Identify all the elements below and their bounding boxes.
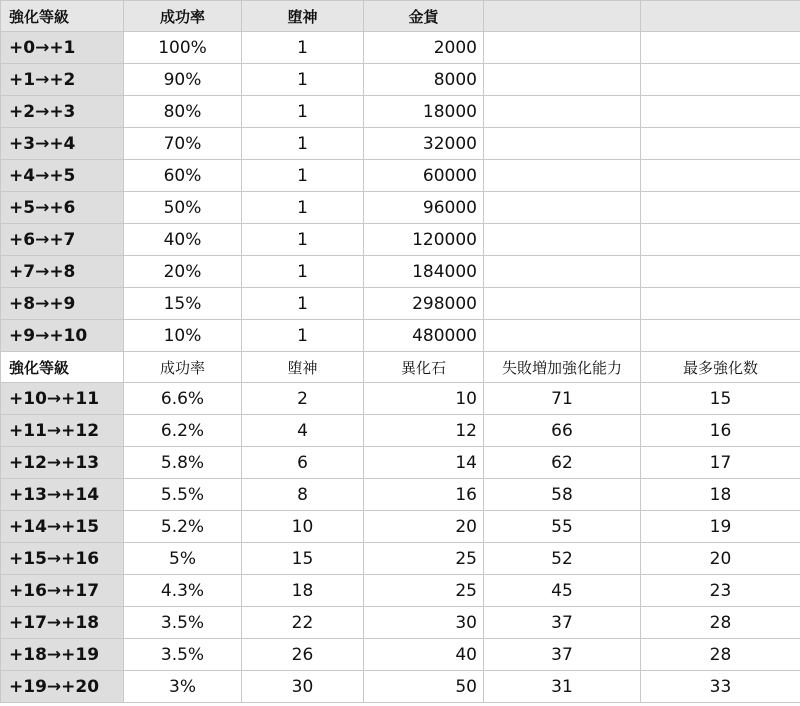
table-row: [1, 224, 800, 256]
fallen-god-cell: 1: [242, 64, 364, 96]
fallen-god-cell: 22: [242, 607, 364, 639]
alien-stone-cell: 16: [364, 479, 484, 511]
empty-cell: [484, 160, 641, 192]
enhance-level-cell: +5→+6: [1, 192, 124, 224]
max-enhance-cell: 33: [641, 671, 800, 703]
fallen-god-cell: 6: [242, 447, 364, 479]
header-gold: 金貨: [364, 1, 484, 32]
fail-bonus-cell: 52: [484, 543, 641, 575]
table-row: [1, 320, 800, 352]
enhance-level-cell: +19→+20: [1, 671, 124, 703]
fallen-god-cell: 1: [242, 288, 364, 320]
table-row: [1, 160, 800, 192]
fail-bonus-cell: 37: [484, 639, 641, 671]
enhance-level-cell: +17→+18: [1, 607, 124, 639]
success-rate-cell: 5.8%: [124, 447, 242, 479]
fallen-god-cell: 1: [242, 320, 364, 352]
fallen-god-cell: 1: [242, 160, 364, 192]
enhance-level-cell: +15→+16: [1, 543, 124, 575]
header-enhance-level: 強化等級: [1, 352, 124, 383]
alien-stone-cell: 10: [364, 383, 484, 415]
fail-bonus-cell: 71: [484, 383, 641, 415]
fail-bonus-cell: 62: [484, 447, 641, 479]
max-enhance-cell: 17: [641, 447, 800, 479]
gold-cell: 96000: [364, 192, 484, 224]
gold-cell: 18000: [364, 96, 484, 128]
gold-cell: 120000: [364, 224, 484, 256]
table-row: [1, 607, 800, 639]
header-alien-stone: 異化石: [364, 352, 484, 383]
header-success-rate: 成功率: [124, 352, 242, 383]
gold-cell: 480000: [364, 320, 484, 352]
fallen-god-cell: 1: [242, 32, 364, 64]
success-rate-cell: 3%: [124, 671, 242, 703]
fail-bonus-cell: 55: [484, 511, 641, 543]
empty-cell: [641, 256, 800, 288]
header-enhance-level: 強化等級: [1, 1, 124, 32]
empty-cell: [484, 256, 641, 288]
fallen-god-cell: 8: [242, 479, 364, 511]
table-row: [1, 639, 800, 671]
enhance-level-cell: +6→+7: [1, 224, 124, 256]
empty-cell: [641, 192, 800, 224]
empty-cell: [484, 192, 641, 224]
success-rate-cell: 40%: [124, 224, 242, 256]
fallen-god-cell: 4: [242, 415, 364, 447]
table-row: [1, 288, 800, 320]
success-rate-cell: 90%: [124, 64, 242, 96]
fallen-god-cell: 15: [242, 543, 364, 575]
success-rate-cell: 3.5%: [124, 607, 242, 639]
empty-cell: [641, 96, 800, 128]
fallen-god-cell: 10: [242, 511, 364, 543]
fallen-god-cell: 1: [242, 192, 364, 224]
fallen-god-cell: 18: [242, 575, 364, 607]
success-rate-cell: 6.2%: [124, 415, 242, 447]
empty-cell: [641, 32, 800, 64]
enhance-level-cell: +14→+15: [1, 511, 124, 543]
empty-cell: [484, 288, 641, 320]
enhance-level-cell: +1→+2: [1, 64, 124, 96]
table-row: [1, 383, 800, 415]
header-fallen-god: 堕神: [242, 352, 364, 383]
alien-stone-cell: 12: [364, 415, 484, 447]
header-success-rate: 成功率: [124, 1, 242, 32]
header-max-enhance: 最多強化数: [641, 352, 800, 383]
header-fail-bonus: 失敗増加強化能力: [484, 352, 641, 383]
empty-cell: [484, 320, 641, 352]
fallen-god-cell: 1: [242, 256, 364, 288]
table-row: [1, 575, 800, 607]
fallen-god-cell: 30: [242, 671, 364, 703]
table-row: [1, 192, 800, 224]
fallen-god-cell: 1: [242, 224, 364, 256]
fail-bonus-cell: 66: [484, 415, 641, 447]
fallen-god-cell: 26: [242, 639, 364, 671]
enhancement-table-body: [1, 1, 800, 703]
fallen-god-cell: 2: [242, 383, 364, 415]
table-row: [1, 447, 800, 479]
success-rate-cell: 20%: [124, 256, 242, 288]
empty-cell: [484, 128, 641, 160]
fail-bonus-cell: 45: [484, 575, 641, 607]
empty-cell: [484, 96, 641, 128]
header-fallen-god: 堕神: [242, 1, 364, 32]
max-enhance-cell: 18: [641, 479, 800, 511]
table-row: [1, 96, 800, 128]
gold-cell: 184000: [364, 256, 484, 288]
table-row: [1, 415, 800, 447]
enhance-level-cell: +18→+19: [1, 639, 124, 671]
alien-stone-cell: 30: [364, 607, 484, 639]
success-rate-cell: 5.5%: [124, 479, 242, 511]
table-row: [1, 479, 800, 511]
empty-cell: [641, 320, 800, 352]
gold-cell: 32000: [364, 128, 484, 160]
fallen-god-cell: 1: [242, 128, 364, 160]
empty-cell: [484, 64, 641, 96]
success-rate-cell: 70%: [124, 128, 242, 160]
max-enhance-cell: 28: [641, 639, 800, 671]
enhance-level-cell: +16→+17: [1, 575, 124, 607]
success-rate-cell: 4.3%: [124, 575, 242, 607]
empty-cell: [484, 32, 641, 64]
enhance-level-cell: +9→+10: [1, 320, 124, 352]
alien-stone-cell: 25: [364, 543, 484, 575]
alien-stone-cell: 20: [364, 511, 484, 543]
gold-cell: 298000: [364, 288, 484, 320]
enhance-level-cell: +3→+4: [1, 128, 124, 160]
table-row: [1, 256, 800, 288]
max-enhance-cell: 15: [641, 383, 800, 415]
header-empty-5: [484, 1, 641, 32]
enhance-level-cell: +13→+14: [1, 479, 124, 511]
enhance-level-cell: +7→+8: [1, 256, 124, 288]
empty-cell: [641, 128, 800, 160]
max-enhance-cell: 16: [641, 415, 800, 447]
empty-cell: [641, 160, 800, 192]
alien-stone-cell: 40: [364, 639, 484, 671]
max-enhance-cell: 19: [641, 511, 800, 543]
fallen-god-cell: 1: [242, 96, 364, 128]
table-row: [1, 543, 800, 575]
success-rate-cell: 80%: [124, 96, 242, 128]
table-row: [1, 671, 800, 703]
success-rate-cell: 10%: [124, 320, 242, 352]
enhance-level-cell: +4→+5: [1, 160, 124, 192]
gold-cell: 8000: [364, 64, 484, 96]
table-row: [1, 511, 800, 543]
empty-cell: [641, 224, 800, 256]
enhance-level-cell: +8→+9: [1, 288, 124, 320]
table2-header-row: [1, 352, 800, 383]
alien-stone-cell: 14: [364, 447, 484, 479]
success-rate-cell: 100%: [124, 32, 242, 64]
success-rate-cell: 6.6%: [124, 383, 242, 415]
success-rate-cell: 3.5%: [124, 639, 242, 671]
alien-stone-cell: 25: [364, 575, 484, 607]
max-enhance-cell: 20: [641, 543, 800, 575]
fail-bonus-cell: 58: [484, 479, 641, 511]
table-row: [1, 32, 800, 64]
enhance-level-cell: +2→+3: [1, 96, 124, 128]
fail-bonus-cell: 31: [484, 671, 641, 703]
enhance-level-cell: +12→+13: [1, 447, 124, 479]
fail-bonus-cell: 37: [484, 607, 641, 639]
table-row: [1, 64, 800, 96]
empty-cell: [641, 64, 800, 96]
success-rate-cell: 5%: [124, 543, 242, 575]
gold-cell: 60000: [364, 160, 484, 192]
table1-header-row: [1, 1, 800, 32]
success-rate-cell: 60%: [124, 160, 242, 192]
empty-cell: [641, 288, 800, 320]
max-enhance-cell: 28: [641, 607, 800, 639]
enhance-level-cell: +0→+1: [1, 32, 124, 64]
table-row: [1, 128, 800, 160]
success-rate-cell: 15%: [124, 288, 242, 320]
alien-stone-cell: 50: [364, 671, 484, 703]
enhance-level-cell: +10→+11: [1, 383, 124, 415]
enhance-level-cell: +11→+12: [1, 415, 124, 447]
empty-cell: [484, 224, 641, 256]
header-empty-6: [641, 1, 800, 32]
max-enhance-cell: 23: [641, 575, 800, 607]
gold-cell: 2000: [364, 32, 484, 64]
success-rate-cell: 50%: [124, 192, 242, 224]
success-rate-cell: 5.2%: [124, 511, 242, 543]
